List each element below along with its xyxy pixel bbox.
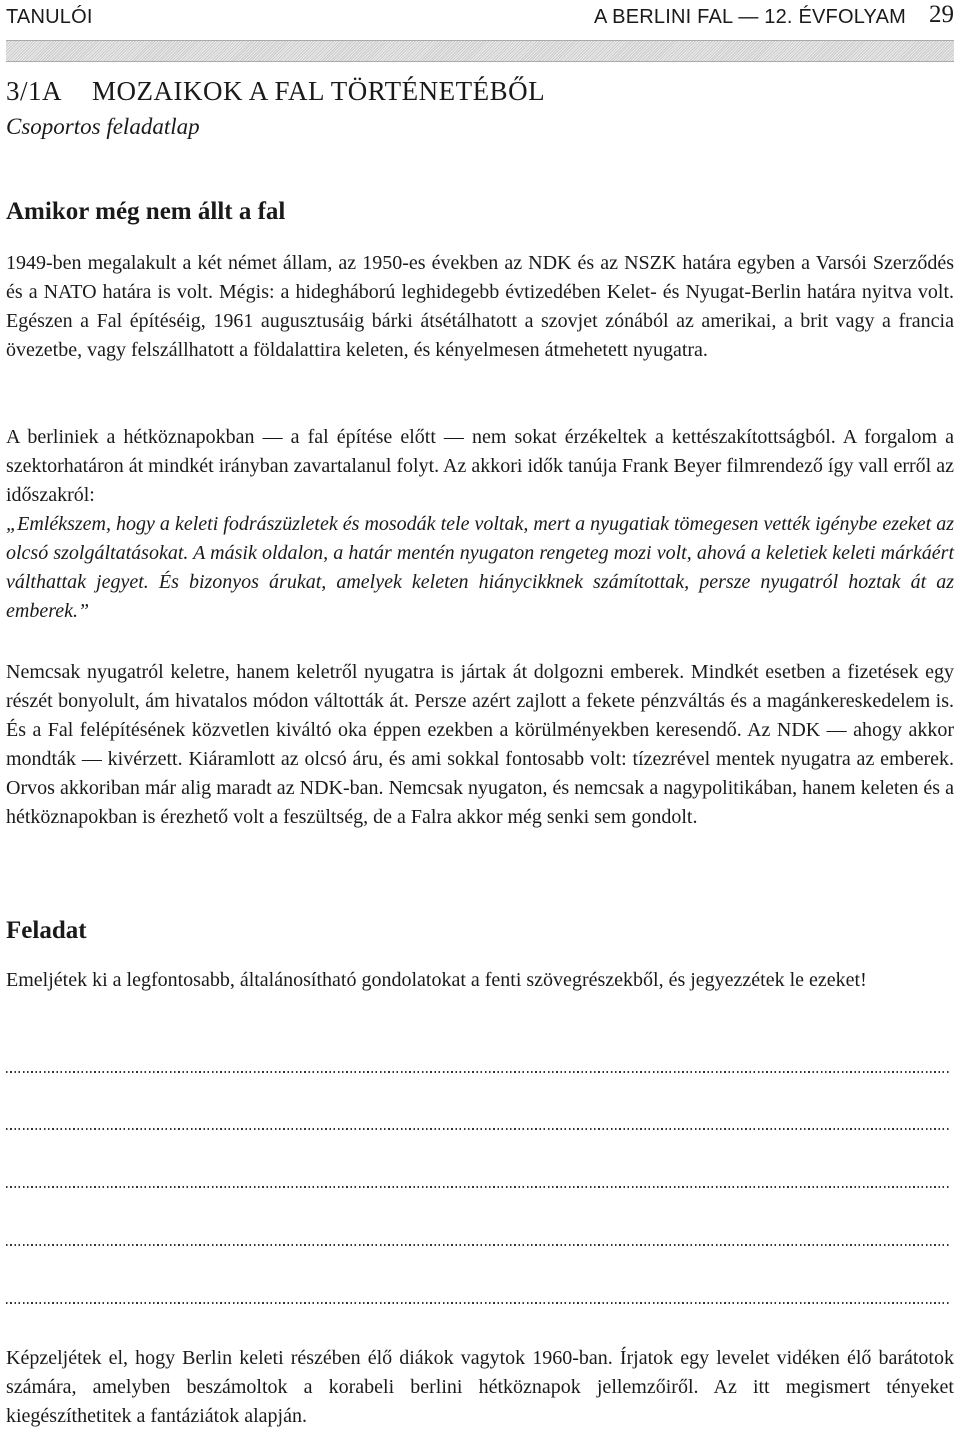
answer-line[interactable] (6, 1302, 950, 1304)
witness-quote: „Emlékszem, hogy a keleti fodrászüzletek és mosodák tele voltak, mert a nyugatiak tömegesen vették igénybe ezeket az olcsó szolgáltatásokat. A másik oldalon, a határ mentén nyugaton rengeteg mozi volt, ahová a keletiek keleti márkáért válthattak jegyet. És bizonyos árukat, amelyek keleten hiánycikknek számítottak, persze nyugatról hoztak át az emberek.” (6, 513, 954, 622)
task-instruction: Emeljétek ki a legfontosabb, általánosítható gondolatokat a fenti szövegrészekből, és jegyezzétek le ezeket! (6, 969, 867, 991)
paragraph-intro: 1949-ben megalakult a két német állam, az 1950-es években az NDK és az NSZK határa egyben a Varsói Szerződés és a NATO határa is volt. Mégis: a hidegháború leghidegebb évtizedében Kelet- és Nyugat-Berlin határa nyitva volt. Egészen a Fal építéséig, 1961 augusztusáig bárki átsétálhatott a szovjet zónából az amerikai, a brit vagy a francia övezetbe, vagy felszállhatott a földalattira keleten, és kényelmesen átmehetett nyugatra. (6, 252, 954, 361)
answer-line[interactable] (6, 1244, 950, 1246)
header-course-label: A BERLINI FAL — 12. ÉVFOLYAM (593, 6, 906, 28)
section-code: 3/1A (6, 76, 62, 106)
paragraph-everyday (6, 423, 954, 626)
heading-before-wall: Amikor még nem állt a fal (6, 198, 286, 225)
heading-task: Feladat (6, 917, 87, 944)
section-subtitle: Csoportos feladatlap (6, 114, 200, 139)
section-title (6, 76, 545, 107)
paragraph-border-crossing: Nemcsak nyugatról keletre, hanem keletről nyugatra is jártak át dolgozni emberek. Mindkét esetben a fizetések egy részét bonyolult, ám hivatalos módon váltották át. Persze azért zajlott a fekete pénzváltás és a magánkereskedelem is. És a Fal felépítésének közvetlen kiváltó oka éppen ezekben a körülményekben keresendő. Az NDK — ahogy akkor mondták — kivérzett. Kiáramlott az olcsó áru, és ami sokkal fontosabb volt: tízezrével mentek nyugatra az emberek. Orvos akkoriban már alig maradt az NDK-ban. Nemcsak nyugaton, és nemcsak a nagypolitikában, hanem keleten és a hétköznapokban is érezhető volt a feszültség, de a Falra akkor még senki sem gondolt. (6, 661, 954, 828)
answer-line[interactable] (6, 1186, 950, 1188)
section-title-text: MOZAIKOK A FAL TÖRTÉNETÉBŐL (92, 76, 546, 106)
header-divider-band (6, 40, 954, 62)
paragraph-everyday-text: A berliniek a hétköznapokban — a fal építése előtt — nem sokat érzékeltek a kettészakítottságból. A forgalom a szektorhatáron át mindkét irányban zavartalanul folyt. Az akkori idők tanúja Frank Beyer filmrendező így vall erről az időszakról: (6, 426, 954, 506)
page-number: 29 (929, 1, 954, 28)
page-header (6, 0, 954, 34)
letter-task: Képzeljétek el, hogy Berlin keleti részében élő diákok vagytok 1960-ban. Írjatok egy levelet vidéken élő barátotok számára, amelyben beszámoltok a korabeli berlini hétköznapok jellemzőiről. Az itt megismert tényeket kiegészíthetitek a fantáziátok alapján. (6, 1347, 954, 1427)
header-left-label: TANULÓI (6, 6, 93, 28)
answer-line[interactable] (6, 1071, 950, 1073)
answer-line[interactable] (6, 1128, 950, 1130)
